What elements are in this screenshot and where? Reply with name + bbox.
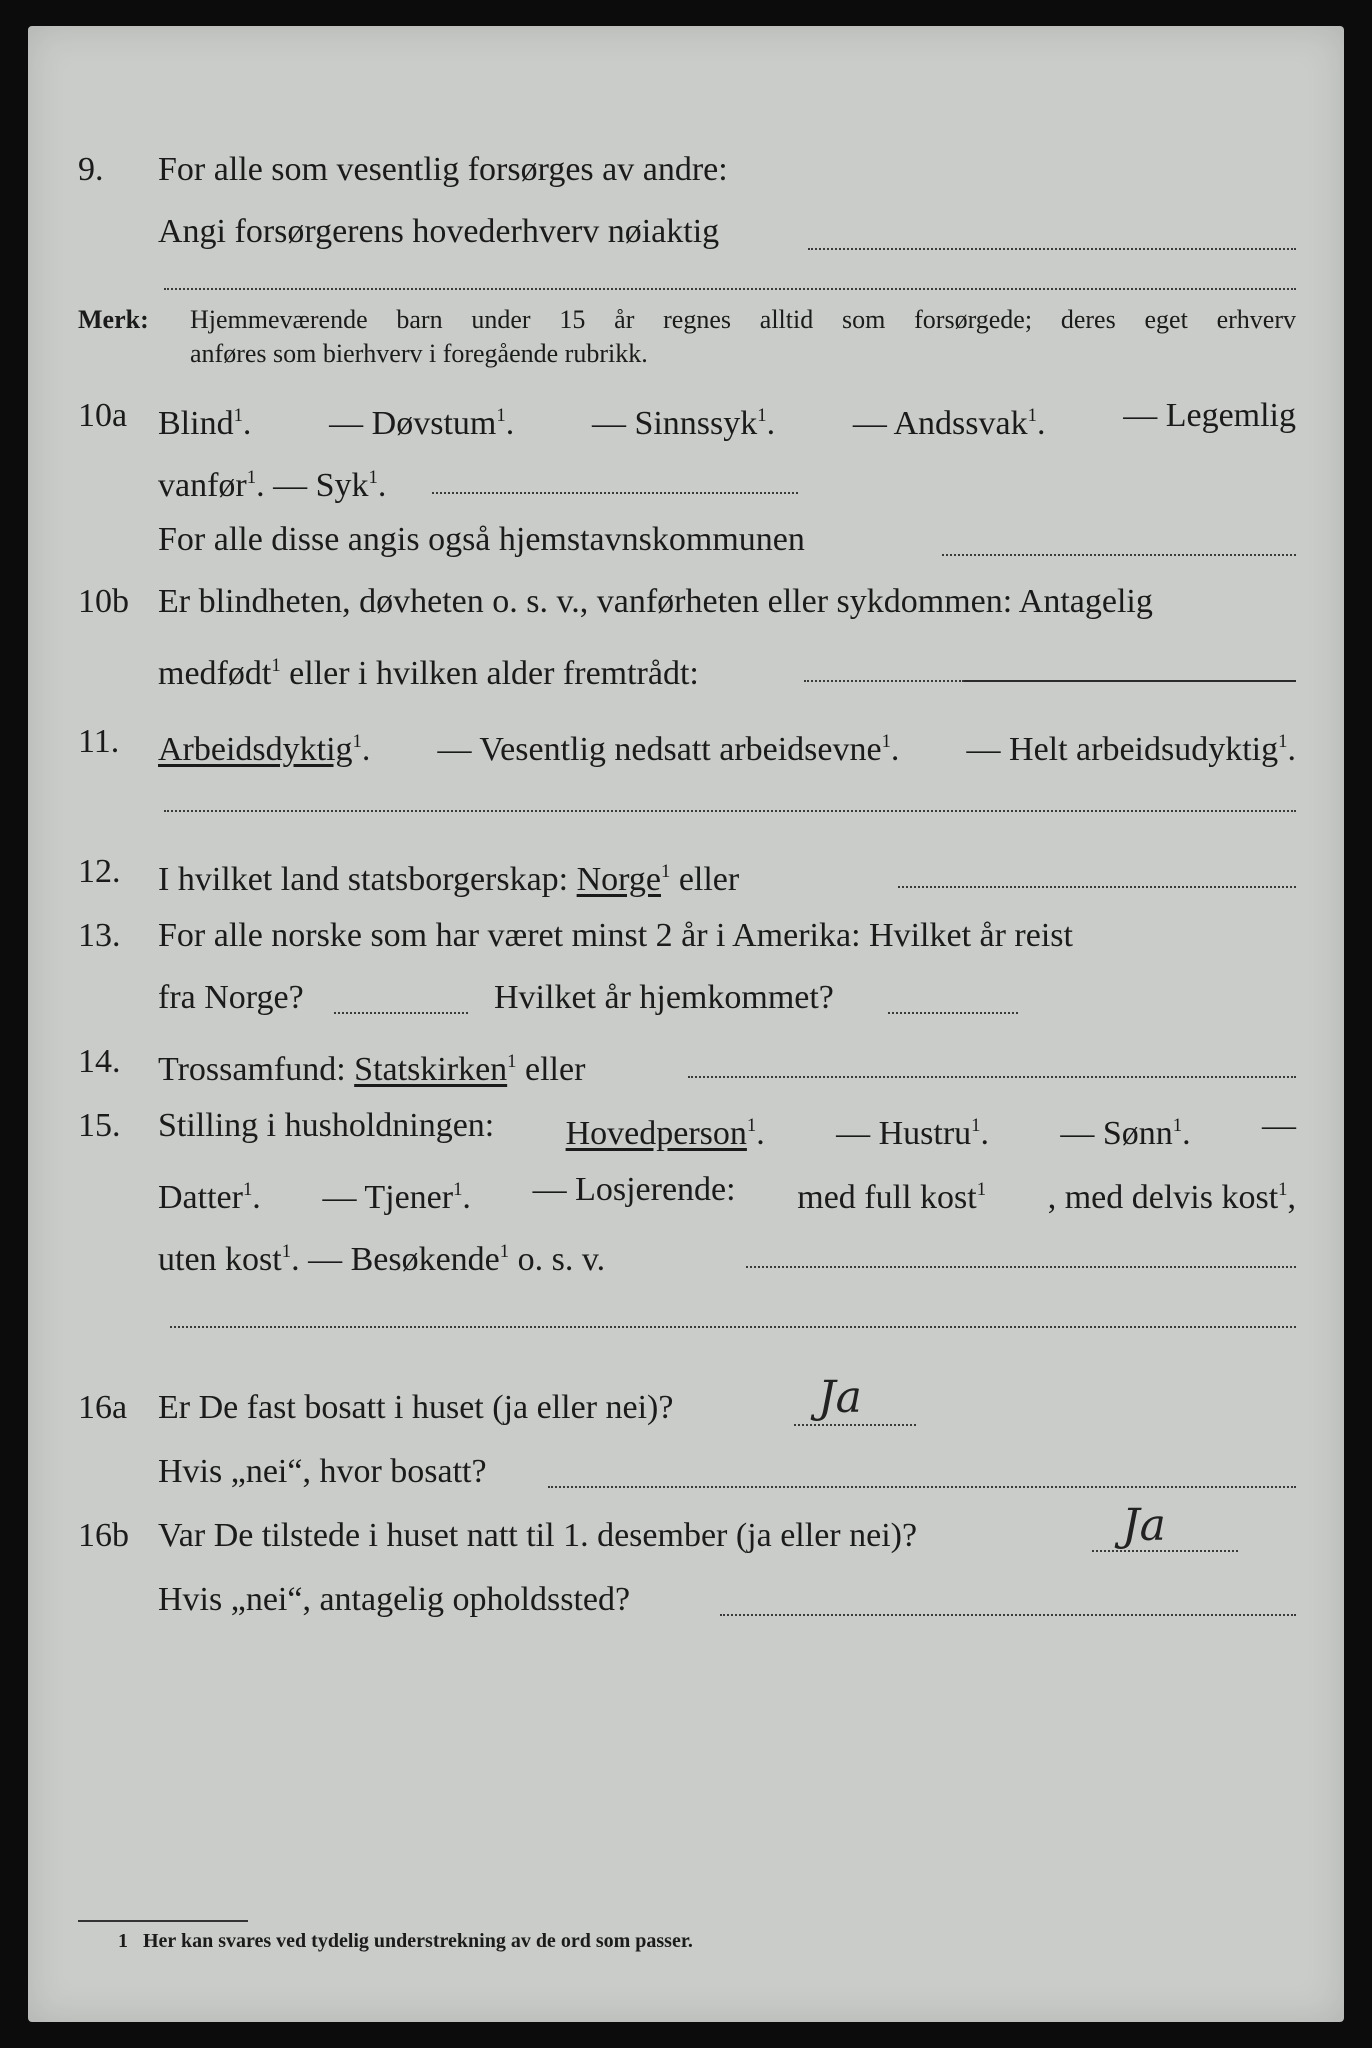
merk-label: Merk: [78, 305, 149, 334]
opt-syk[interactable]: — Syk$^1$. [273, 467, 387, 505]
opt-hustru[interactable]: — Hustru$^1$. [836, 1115, 990, 1153]
opt-losjerende[interactable]: — Losjerende: [532, 1171, 736, 1208]
q16a-residence-label: Hvis „nei“, hvor bosatt? [158, 1453, 487, 1490]
q10a-municipality-answer-line[interactable] [942, 554, 1296, 556]
opt-delvis-kost[interactable]: , med delvis kost$^1$, [1047, 1179, 1296, 1217]
opt-arbeidsdyktig[interactable]: Arbeidsdyktig$^1$. [158, 731, 371, 769]
q15-options-2 [158, 1170, 1296, 1218]
footnote-mark: 1 [118, 1930, 128, 1952]
opt-sonn[interactable]: — Sønn$^1$. [1060, 1115, 1191, 1153]
opt-sinnssyk[interactable]: — Sinnssyk$^1$. [591, 405, 776, 443]
q9-answer-line[interactable] [808, 248, 1296, 250]
opt-norge[interactable]: Norge [576, 861, 661, 899]
q12-number: 12. [78, 853, 121, 890]
opt-full-kost[interactable]: med full kost$^1$ [797, 1179, 987, 1217]
q10a-syk-answer-line[interactable] [432, 492, 798, 494]
q11-number: 11. [78, 723, 120, 760]
opt-dovstum[interactable]: — Døvstum$^1$. [329, 405, 515, 443]
q15-answer-line-2[interactable] [170, 1326, 1296, 1328]
footnote-rule [78, 1920, 248, 1922]
q10a-options [158, 396, 1296, 444]
q13-number: 13. [78, 917, 121, 954]
opt-medfodt[interactable]: medfødt$^1$ [158, 655, 281, 693]
q10a-home-municipality-label: For alle disse angis også hjemstavnskommunen [158, 521, 805, 558]
opt-nedsatt-arbeidsevne[interactable]: — Vesentlig nedsatt arbeidsevne$^1$. [437, 731, 900, 769]
footnote-text: Her kan svares ved tydelig understrekning av de ord som passer. [143, 1930, 693, 1952]
q10b-question: Er blindheten, døvheten o. s. v., vanførheten eller sykdommen: Antagelig [158, 583, 1153, 620]
q16b-handwritten-answer: Ja [1122, 1500, 1166, 1551]
q15-label: Stilling i husholdningen: [158, 1107, 495, 1144]
q9-provider-occupation-label: Angi forsørgerens hovederhverv nøiaktig [158, 213, 720, 250]
q10b-number: 10b [78, 583, 129, 620]
q9-number: 9. [78, 151, 104, 188]
q9-answer-line-2[interactable] [164, 288, 1296, 290]
q13-returned-label: Hvilket år hjemkommet? [494, 979, 834, 1016]
census-form-page [28, 26, 1344, 2022]
q11-answer-line[interactable] [164, 810, 1296, 812]
q13-emigrated-answer-line[interactable] [334, 1012, 468, 1014]
q15-answer-line[interactable] [746, 1266, 1296, 1268]
opt-arbeidsudyktig[interactable]: — Helt arbeidsudyktig$^1$. [966, 731, 1296, 769]
opt-andssvak[interactable]: — Andssvak$^1$. [852, 405, 1046, 443]
opt-besokende[interactable]: — Besøkende$^1$ [308, 1241, 510, 1279]
footnote [118, 1930, 693, 1953]
q16a-number: 16a [78, 1389, 128, 1426]
opt-blind[interactable]: Blind$^1$. [158, 405, 252, 443]
opt-legemlig[interactable]: — Legemlig [1123, 397, 1296, 434]
q14-question: Trossamfund: Statskirken$^1$ eller [158, 1051, 586, 1089]
q16b-whereabouts-label: Hvis „nei“, antagelig opholdssted? [158, 1581, 631, 1618]
q16b-number: 16b [78, 1517, 129, 1554]
opt-uten-kost[interactable]: uten kost$^1$. [158, 1241, 300, 1279]
q10b-answer-line[interactable] [964, 680, 1296, 682]
merk-line-2: anføres som bierhverv i foregående rubrikk. [190, 339, 648, 368]
q14-number: 14. [78, 1043, 121, 1080]
opt-datter[interactable]: Datter$^1$. [158, 1179, 261, 1217]
q16a-residence-answer-line[interactable] [548, 1486, 1296, 1488]
q13-emigrated-label: fra Norge? [158, 979, 304, 1016]
q12-answer-line[interactable] [898, 886, 1296, 888]
q13-returned-answer-line[interactable] [888, 1012, 1018, 1014]
q14-answer-line[interactable] [688, 1076, 1296, 1078]
q16a-handwritten-answer: Ja [818, 1372, 862, 1423]
q15-line-3: uten kost$^1$. — Besøkende$^1$ o. s. v. [158, 1241, 606, 1279]
q10b-answer-dots[interactable] [804, 680, 964, 682]
q9-question: For alle som vesentlig forsørges av andre: [158, 151, 728, 188]
q15-options-1 [158, 1106, 1296, 1154]
merk-line-1: Hjemmeværende barn under 15 år regnes alltid som forsørgede; deres eget erhverv [190, 305, 1296, 334]
q16b-question: Var De tilstede i huset natt til 1. desember (ja eller nei)? [158, 1517, 918, 1554]
q12-question: I hvilket land statsborgerskap: Norge$^1$ eller [158, 861, 740, 899]
q13-question: For alle norske som har været minst 2 år i Amerika: Hvilket år reist [158, 917, 1073, 954]
q16a-question: Er De fast bosatt i huset (ja eller nei)? [158, 1389, 674, 1426]
q15-dash: — [1262, 1107, 1296, 1144]
q15-number: 15. [78, 1107, 121, 1144]
q16a-answer-line[interactable] [794, 1424, 916, 1426]
q11-options [158, 722, 1296, 770]
q10b-line-2: medfødt$^1$ eller i hvilken alder fremtrådt: [158, 655, 699, 693]
q16b-whereabouts-answer-line[interactable] [720, 1614, 1296, 1616]
opt-hovedperson[interactable]: Hovedperson$^1$. [565, 1115, 765, 1153]
opt-statskirken[interactable]: Statskirken [354, 1051, 508, 1089]
opt-vanfor[interactable]: vanfør$^1$. [158, 467, 265, 505]
opt-tjener[interactable]: — Tjener$^1$. [322, 1179, 471, 1217]
q10a-line-2 [158, 458, 386, 506]
q10a-number: 10a [78, 397, 128, 434]
